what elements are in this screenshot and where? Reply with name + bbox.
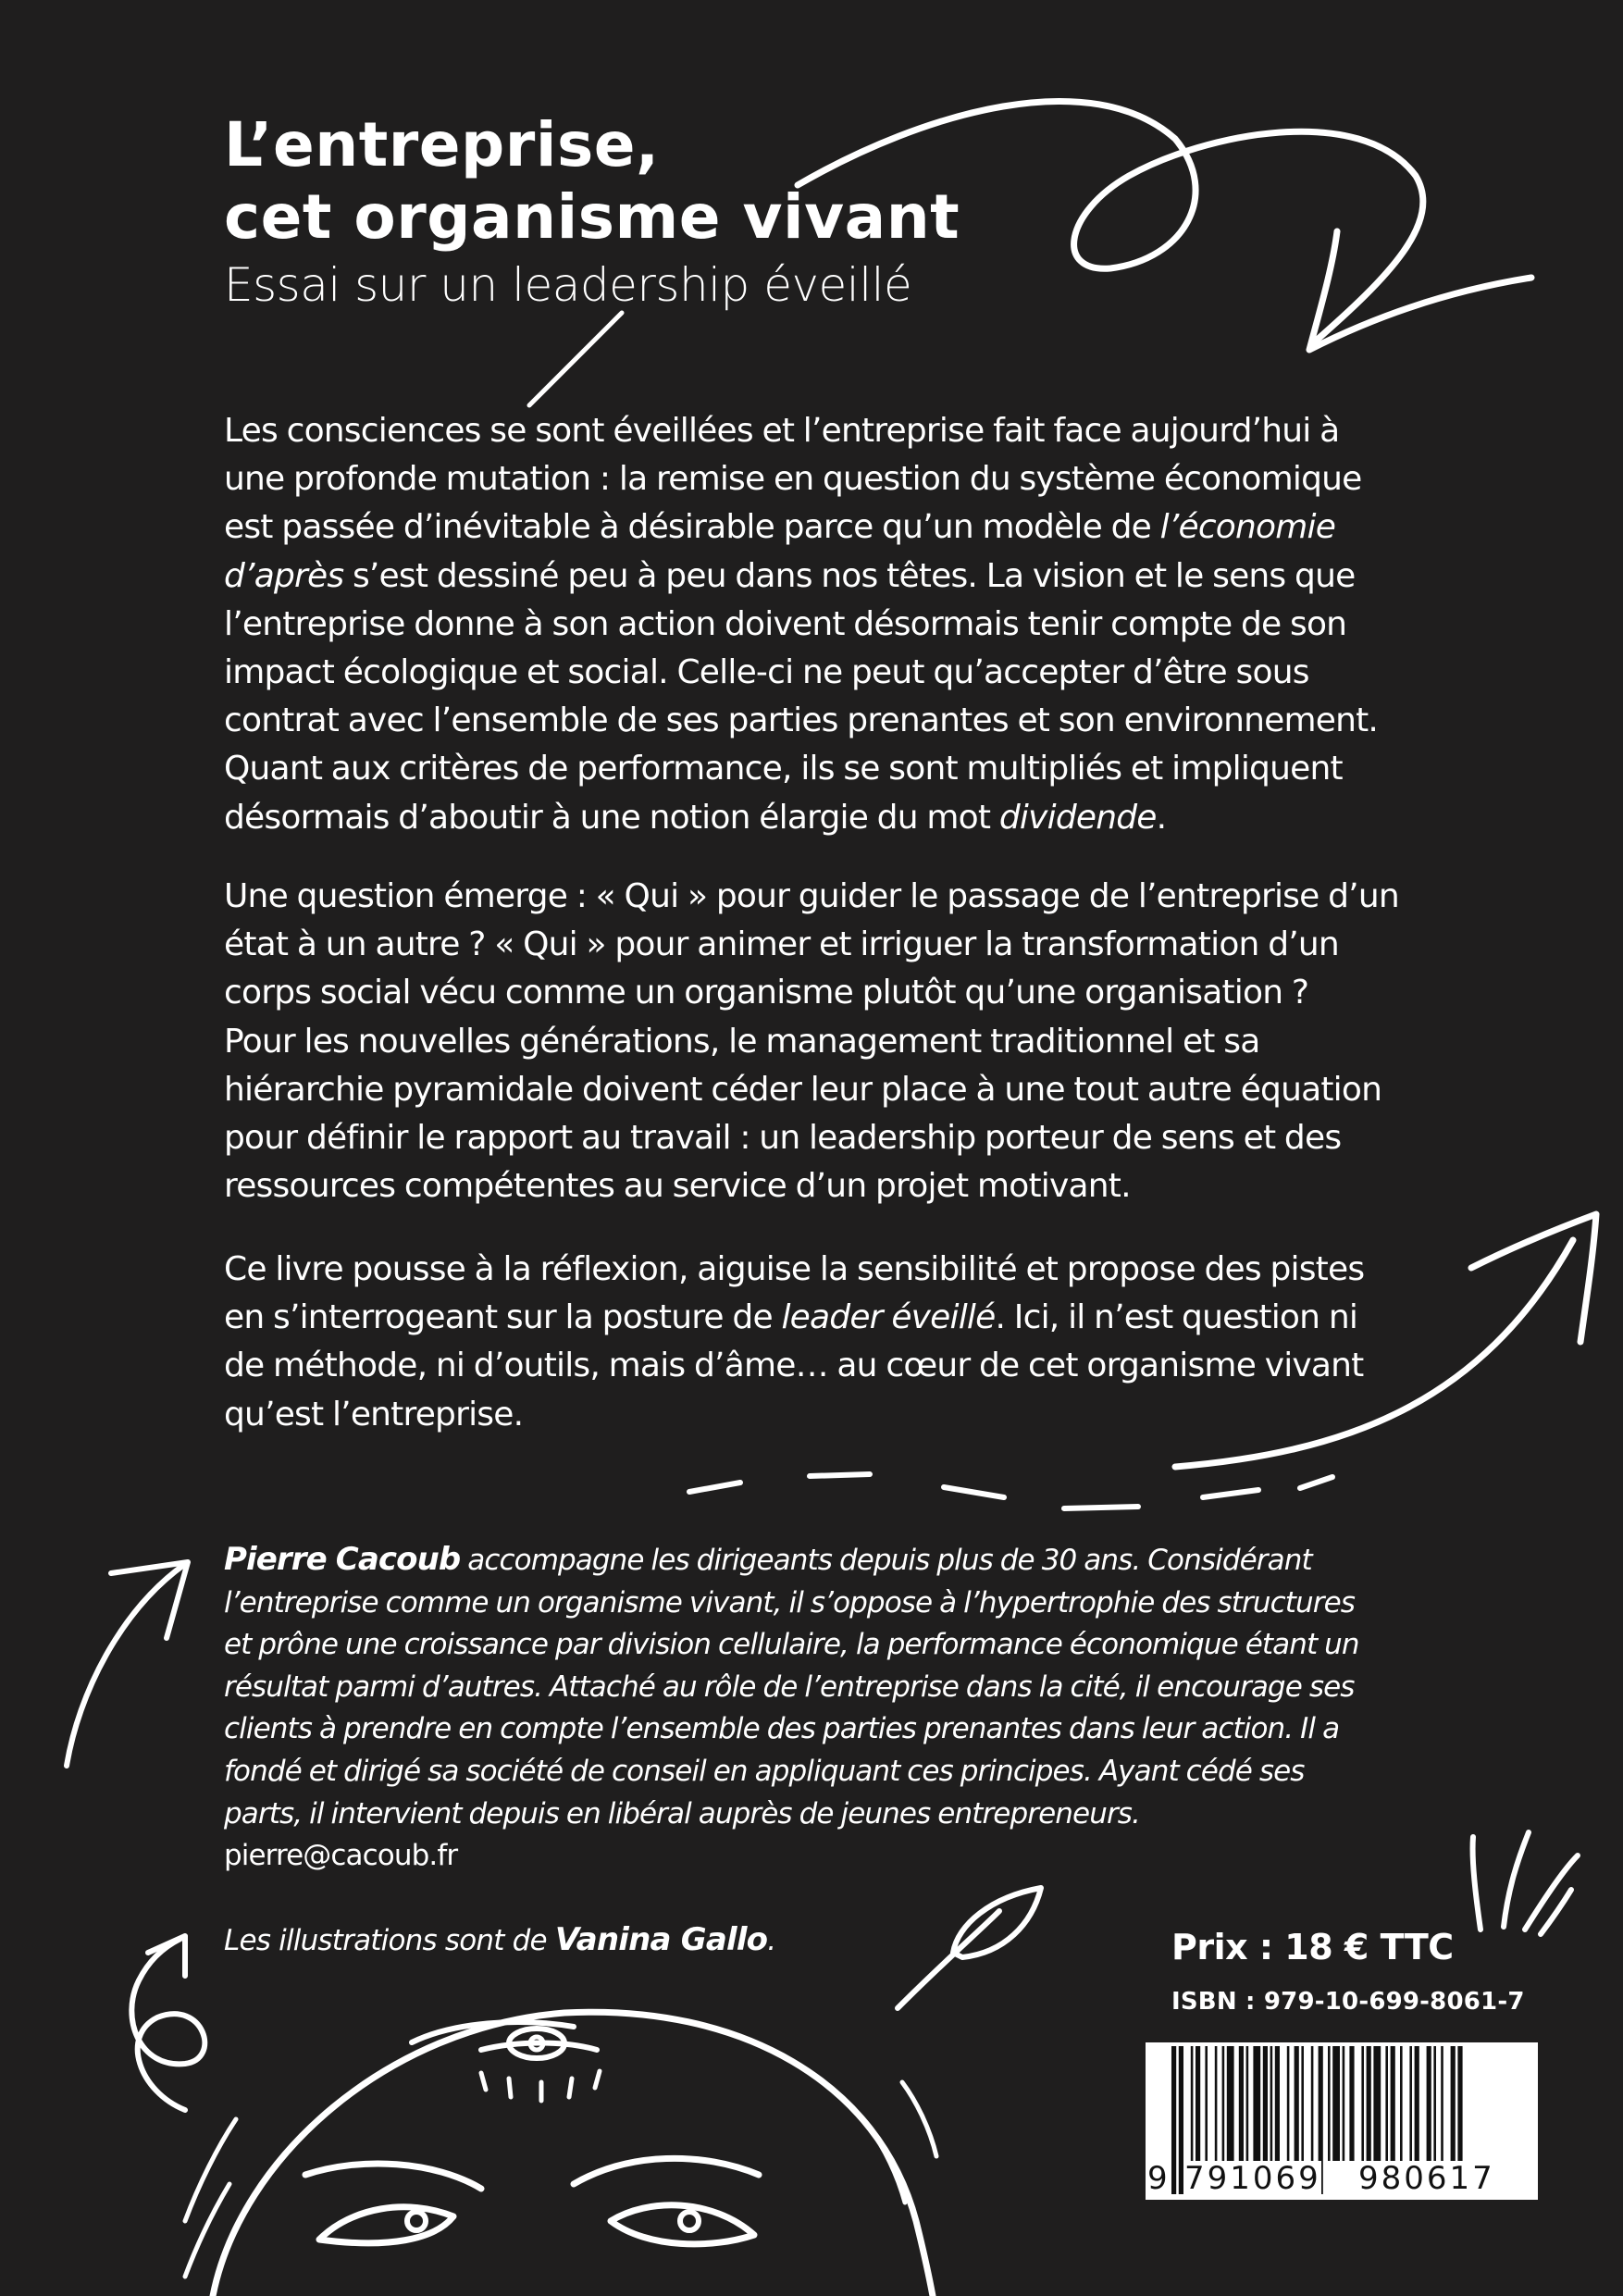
bio-line: parts, il intervient depuis en libéral auprès de jeunes entrepreneurs. — [224, 1796, 1140, 1831]
bio-line — [224, 1539, 1427, 1582]
book-subtitle: Essai sur un leadership éveillé — [224, 258, 912, 312]
barcode-lead-digit: 9 — [1147, 2160, 1171, 2197]
grass-strokes-illustration — [1473, 1832, 1578, 1934]
p3-line — [224, 1294, 1427, 1342]
p2-line: corps social vécu comme un organisme plutôt qu’une organisation ? — [224, 974, 1309, 1012]
barcode-bar — [1295, 2046, 1299, 2161]
price-label: Prix : 18 € TTC — [1171, 1927, 1454, 1967]
barcode-bar — [1373, 2046, 1381, 2161]
barcode-bar — [1222, 2046, 1225, 2161]
small-up-arrow-illustration — [67, 1562, 188, 1766]
p1-line — [224, 794, 1427, 842]
barcode-left-digits: 791069 — [1184, 2160, 1321, 2197]
barcode-bar — [1349, 2046, 1354, 2161]
text-run: accompagne les dirigeants depuis plus de 30 ans. Considérant — [460, 1544, 1312, 1577]
barcode-bar — [1367, 2046, 1371, 2161]
text-run: . Ici, il n’est question ni — [995, 1298, 1358, 1337]
isbn-label: ISBN : 979-10-699-8061-7 — [1171, 1988, 1525, 2016]
p2-line: Une question émerge : « Qui » pour guider le passage de l’entreprise d’un — [224, 877, 1399, 915]
barcode-bar — [1361, 2046, 1364, 2161]
text-run: . — [1156, 798, 1167, 837]
barcode-bar — [1433, 2046, 1436, 2161]
bio-line: l’entreprise comme un organisme vivant, il s’oppose à l’hypertrophie des structures — [224, 1585, 1356, 1620]
barcode-bar — [1427, 2046, 1431, 2161]
bio-line: fondé et dirigé sa société de conseil en appliquant ces principes. Ayant cédé ses — [224, 1754, 1305, 1788]
barcode-bar — [1343, 2046, 1345, 2161]
illustration-credit — [224, 1921, 775, 1958]
title-line-1: L’entreprise, — [224, 109, 660, 180]
barcode-bar — [1239, 2046, 1244, 2161]
loop-arrow-illustration — [131, 1936, 204, 2110]
barcode-bar — [1270, 2046, 1273, 2161]
text-run: s’est dessiné peu à peu dans nos têtes. La vision et le sens que — [343, 556, 1356, 595]
p2-line: ressources compétentes au service d’un projet motivant. — [224, 1167, 1131, 1206]
barcode-bar — [1171, 2046, 1176, 2194]
barcode-bar — [1400, 2046, 1403, 2161]
barcode-bar — [1246, 2046, 1249, 2161]
barcode-bar — [1263, 2046, 1268, 2161]
p1-line: une profonde mutation : la remise en question du système économique — [224, 460, 1362, 499]
p2-line: hiérarchie pyramidale doivent céder leur place à une tout autre équation — [224, 1070, 1382, 1109]
barcode-bar — [1205, 2046, 1208, 2161]
p3-line: de méthode, ni d’outils, mais d’âme… au cœur de cet organisme vivant — [224, 1347, 1364, 1385]
barcode-bar — [1191, 2046, 1194, 2161]
barcode-bar — [1179, 2046, 1183, 2194]
p2-line: pour définir le rapport au travail : un leadership porteur de sens et des — [224, 1119, 1342, 1158]
leaf-arrow-illustration — [898, 1888, 1041, 2008]
barcode-bar — [1196, 2046, 1200, 2161]
barcode-bar — [1227, 2046, 1234, 2161]
p1-line: Les consciences se sont éveillées et l’entreprise fait face aujourd’hui à — [224, 412, 1340, 450]
isbn-barcode — [1146, 2042, 1538, 2200]
p3-line: qu’est l’entreprise. — [224, 1395, 524, 1433]
description-paragraph-1 — [224, 407, 1427, 842]
title-line-2: cet organisme vivant — [224, 181, 960, 253]
description-paragraph-2 — [224, 873, 1427, 1210]
text-run: Les illustrations sont de — [224, 1924, 555, 1957]
p2-line: état à un autre ? « Qui » pour animer et irriguer la transformation d’un — [224, 925, 1339, 964]
bio-line: et prône une croissance par division cellulaire, la performance économique étant un — [224, 1628, 1359, 1662]
title-slash — [529, 313, 622, 405]
description-paragraph-3 — [224, 1246, 1427, 1439]
face-with-third-eye-illustration — [185, 2012, 936, 2296]
illustrator-name: Vanina Gallo — [554, 1921, 768, 1958]
p1-line: impact écologique et social. Celle-ci ne peut qu’accepter d’être sous — [224, 653, 1309, 692]
bio-line: résultat parmi d’autres. Attaché au rôle de l’entreprise dans la cité, il encourage ses — [224, 1669, 1355, 1704]
italic-term: leader éveillé — [781, 1298, 996, 1337]
barcode-bar — [1451, 2046, 1456, 2161]
barcode-bar — [1215, 2046, 1218, 2161]
author-name: Pierre Cacoub — [224, 1541, 461, 1578]
barcode-bar — [1332, 2046, 1340, 2161]
italic-term: d’après — [224, 556, 344, 595]
p1-line: l’entreprise donne à son action doivent désormais tenir compte de son — [224, 604, 1347, 643]
barcode-bar — [1287, 2046, 1290, 2161]
barcode-bar — [1415, 2046, 1419, 2161]
p1-line — [224, 503, 1427, 552]
italic-term: dividende — [998, 798, 1157, 837]
barcode-bar — [1328, 2046, 1331, 2161]
p1-line: contrat avec l’ensemble de ses parties prenantes et son environnement. — [224, 701, 1379, 740]
bio-line: clients à prendre en compte l’ensemble des parties prenantes dans leur action. Il a — [224, 1712, 1340, 1746]
barcode-right-digits: 980617 — [1358, 2160, 1495, 2197]
author-email: pierre@cacoub.fr — [224, 1839, 458, 1873]
barcode-bar — [1391, 2046, 1395, 2161]
text-run: en s’interrogeant sur la posture de — [224, 1298, 782, 1337]
book-title — [224, 109, 960, 254]
text-run: désormais d’aboutir à une notion élargie du mot — [224, 798, 999, 837]
barcode-bar — [1301, 2046, 1304, 2161]
p1-line: Quant aux critères de performance, ils se sont multipliés et impliquent — [224, 750, 1343, 788]
barcode-bar — [1409, 2046, 1412, 2161]
barcode-bar — [1441, 2046, 1443, 2161]
italic-term: l’économie — [1159, 508, 1336, 547]
barcode-bar — [1275, 2046, 1280, 2161]
author-bio — [224, 1539, 1427, 1878]
p2-line: Pour les nouvelles générations, le management traditionnel et sa — [224, 1022, 1260, 1061]
text-run: . — [767, 1924, 776, 1957]
p1-line — [224, 552, 1427, 601]
p3-line: Ce livre pousse à la réflexion, aiguise la sensibilité et propose des pistes — [224, 1250, 1365, 1288]
text-run: est passée d’inévitable à désirable parce qu’un modèle de — [224, 508, 1160, 547]
barcode-bar — [1253, 2046, 1260, 2161]
barcode-bar — [1385, 2046, 1388, 2161]
